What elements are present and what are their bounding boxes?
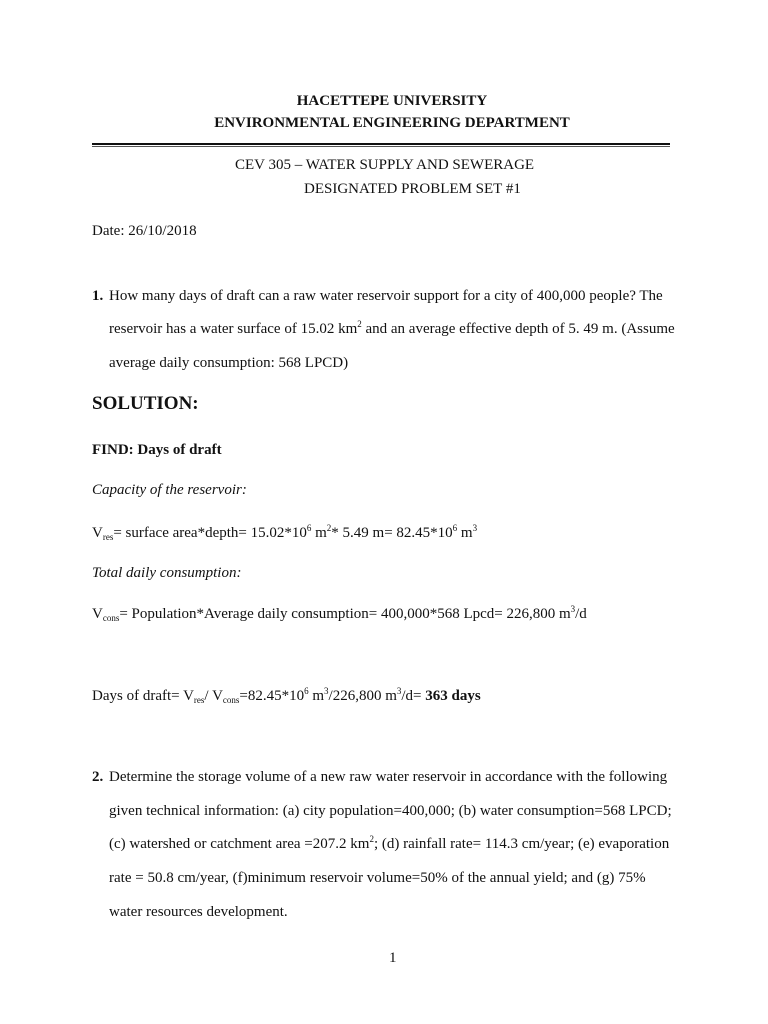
- vres-sup-1: 6: [306, 523, 312, 533]
- question-2-line-1: [92, 768, 667, 786]
- vcons-symbol: V: [92, 606, 103, 622]
- vcons-sup: 3: [570, 604, 576, 614]
- capacity-label: Capacity of the reservoir:: [92, 482, 247, 498]
- vcons-text-b: /d: [575, 606, 587, 622]
- days-of-draft-equation: [92, 687, 481, 705]
- draft-text-b: / V: [204, 688, 223, 704]
- question-2-line-2: given technical information: (a) city population=400,000; (b) water consumption=568 LPCD;: [109, 803, 672, 819]
- department-name: ENVIRONMENTAL ENGINEERING DEPARTMENT: [214, 115, 570, 131]
- course-title: CEV 305 – WATER SUPPLY AND SEWERAGE: [235, 157, 535, 173]
- vres-symbol: V: [92, 525, 103, 541]
- consumption-volume-equation: [92, 605, 587, 623]
- vcons-subscript: cons: [102, 613, 120, 623]
- draft-sub-2: cons: [222, 695, 240, 705]
- page-number: 1: [389, 950, 397, 966]
- draft-text-a: Days of draft= V: [92, 688, 194, 704]
- question-1-number: 1.: [92, 288, 104, 304]
- question-1-line-2: [109, 320, 675, 338]
- solution-heading: SOLUTION:: [92, 393, 199, 414]
- reservoir-volume-equation: [92, 524, 477, 542]
- problem-set-title: DESIGNATED PROBLEM SET #1: [304, 181, 521, 197]
- university-name: HACETTEPE UNIVERSITY: [296, 93, 488, 109]
- question-2-line-3: [109, 835, 669, 853]
- draft-sup-1: 6: [304, 686, 309, 696]
- q2-line3-sup: 2: [369, 834, 374, 844]
- header-rule-thin: [92, 146, 670, 147]
- q1-line2-text-b: and an average effective depth of 5. 49 m. (Assume: [361, 321, 675, 337]
- draft-sup-2: 3: [324, 686, 329, 696]
- draft-sup-3: 3: [396, 686, 402, 696]
- draft-text-f: /d=: [401, 688, 426, 704]
- draft-result: 363 days: [425, 688, 481, 704]
- vres-text-a: = surface area*depth= 15.02*10: [113, 525, 307, 541]
- question-1-line-3: average daily consumption: 568 LPCD): [109, 355, 349, 371]
- vres-subscript: res: [102, 532, 114, 542]
- date: Date: 26/10/2018: [92, 223, 197, 239]
- vcons-text-a: = Population*Average daily consumption= 400,000*568 Lpcd= 226,800 m: [119, 606, 571, 622]
- vres-text-b: m: [311, 525, 327, 541]
- draft-text-d: m: [308, 688, 325, 704]
- draft-sub-1: res: [193, 695, 205, 705]
- q2-line3-text-a: (c) watershed or catchment area =207.2 km: [109, 836, 370, 852]
- q1-line2-sup: 2: [357, 319, 362, 329]
- vres-sup-4: 3: [472, 523, 478, 533]
- q2-line3-text-b: ; (d) rainfall rate= 114.3 cm/year; (e) evaporation: [373, 836, 670, 852]
- vres-sup-2: 2: [326, 523, 332, 533]
- question-2-number: 2.: [92, 769, 104, 785]
- vres-sup-3: 6: [452, 523, 458, 533]
- q1-line2-text-a: reservoir has a water surface of 15.02 km: [109, 321, 358, 337]
- consumption-label: Total daily consumption:: [92, 565, 242, 581]
- header-rule: [92, 143, 670, 145]
- question-2-text: Determine the storage volume of a new raw water reservoir in accordance with the following: [109, 769, 668, 785]
- draft-text-e: /226,800 m: [328, 688, 397, 704]
- question-2-line-5: water resources development.: [109, 904, 288, 920]
- vres-text-d: m: [457, 525, 473, 541]
- question-2-line-4: rate = 50.8 cm/year, (f)minimum reservoir volume=50% of the annual yield; and (g) 75%: [109, 870, 646, 886]
- question-1-text: How many days of draft can a raw water reservoir support for a city of 400,000 people? The: [109, 288, 663, 304]
- draft-text-c: =82.45*10: [239, 688, 305, 704]
- vres-text-c: * 5.49 m= 82.45*10: [331, 525, 453, 541]
- find-statement: FIND: Days of draft: [92, 442, 222, 458]
- question-1-line-1: [92, 287, 663, 305]
